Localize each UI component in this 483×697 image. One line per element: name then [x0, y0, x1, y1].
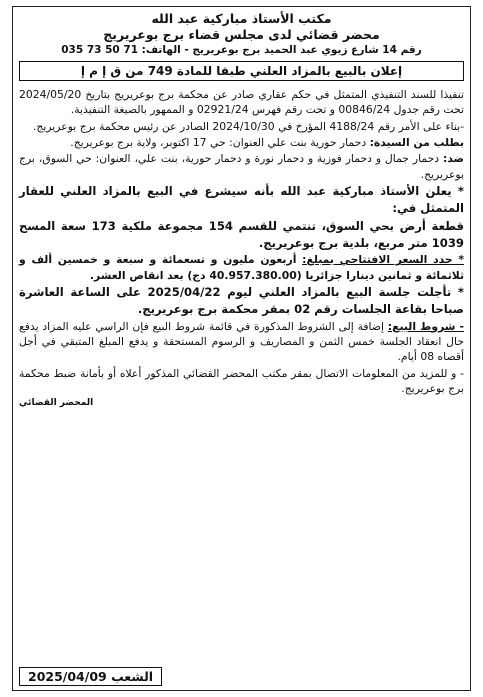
- conditions-label: - شروط البيع:: [387, 319, 464, 333]
- paragraph-contact: - و للمزيد من المعلومات الاتصال بمقر مكتب المحضر القضائي المذكور أعلاه أو بأمانة ضبط محكمة برج بوعريريج.: [19, 366, 464, 395]
- office-name: مكتب الأستاذ مباركية عبد الله: [151, 11, 332, 26]
- opening-price-text: أربعون مليون و تسعمائة و سبعة و خمسين ألف و ثلاثمائة و ثمانين دينارا جزائريا (40.957.380.00 دج) بعد انقاص العشر.: [19, 253, 464, 282]
- applicant-text: دحمار حورية بنت علي العنوان: حي 17 اكتوبر، ولاية برج بوعريريج.: [70, 136, 370, 150]
- paragraph-applicant: [19, 135, 464, 150]
- paragraph-opening-price: [19, 252, 464, 283]
- signature-label: المحضر القضائي: [19, 398, 94, 409]
- announcement-frame: [12, 6, 471, 691]
- opening-price-label: * حدد السعر الافتتاحي بمبلغ:: [302, 253, 465, 267]
- footer-row: [19, 398, 464, 408]
- office-title: محضر قضائي لدى مجلس قضاء برج بوعريريج: [103, 27, 380, 43]
- header: [19, 11, 464, 57]
- paragraph-sale-notice: * يعلن الأستاذ مباركية عبد الله بأنه سيشرع في البيع بالمزاد العلني للعقار المتمثل في:: [19, 184, 464, 215]
- against-label: ضد:: [443, 152, 464, 166]
- office-address: رقم 14 شارع زيوي عبد الحميد برج بوعريريج - الهاتف: 71 50 73 035: [61, 43, 422, 56]
- paragraph-session-date: * تأجلت جلسة البيع بالمزاد العلني ليوم 2025/04/22 على الساعة العاشرة صباحا بقاعة الجلسات رقم 02 بمقر محكمة برج بوعريريج.: [19, 284, 464, 316]
- against-text: دحمار جمال و دحمار فوزية و دحمار نورة و دحمار حورية، بنت علي، العنوان: حي السوق، برج بوعريريج.: [19, 152, 464, 181]
- paragraph-order: -بناء على الأمر رقم 4188/24 المؤرخ في 2024/10/30 الصادر عن رئيس محكمة برج بوعريريج.: [32, 119, 464, 133]
- publication-source: الشعب 2025/04/09: [19, 667, 162, 686]
- paragraph-against: [19, 151, 464, 182]
- applicant-label: بطلب من السيدة:: [369, 136, 464, 150]
- conditions-text: إضافة إلى الشروط المذكورة في قائمة شروط البيع فإن الراسي عليه المزاد يدفع حال انعقاد الجلسة خمس الثمن و المصاريف و الرسوم المستحقة و يدفع المبلغ المتبقي في أجل أقصاه 08 أيام.: [19, 319, 464, 364]
- paragraph-executive-title: تنفيذا للسند التنفيذي المتمثل في حكم عقاري صادر عن محكمة برج بوعريريج بتاريخ 2024/05/20 تحت رقم جدول 00846/24 و تحت رقم فهرس 02921/24 و الممهور بالصيغة التنفيذية.: [19, 88, 464, 117]
- paragraph-property: قطعة أرض بحي السوق، تنتمي للقسم 154 مجموعة ملكية 173 سعة المسح 1039 متر مربع، بلدية برج بوعريريج.: [19, 218, 464, 250]
- announcement-banner: إعلان بالبيع بالمزاد العلني طبقا للمادة 749 من ق إ م إ: [19, 61, 464, 81]
- paragraph-conditions: [19, 319, 464, 365]
